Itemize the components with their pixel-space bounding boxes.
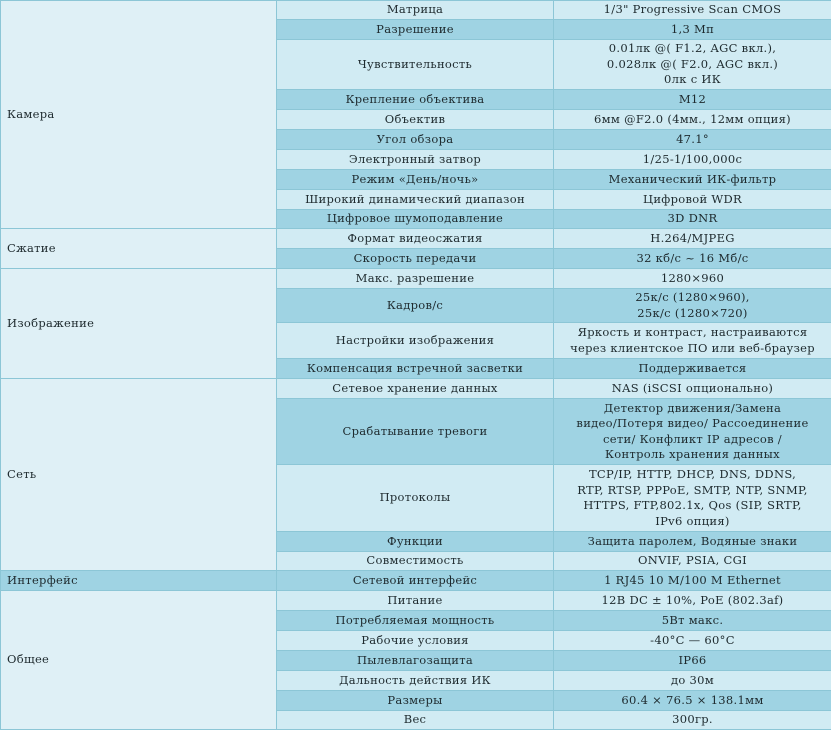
value-line: ONVIF, PSIA, CGI [638, 553, 747, 568]
parameter-cell: Широкий динамический диапазон [277, 190, 554, 210]
parameter-cell: Скорость передачи [277, 249, 554, 269]
parameter-cell: Потребляемая мощность [277, 611, 554, 631]
category-cell: Сеть [1, 379, 277, 571]
value-line: Механический ИК-фильтр [608, 171, 777, 186]
parameter-cell: Матрица [277, 1, 554, 20]
value-cell [554, 532, 831, 552]
value-cell [554, 671, 831, 691]
value-line: 25к/с (1280×960), [635, 290, 750, 304]
value-cell [554, 170, 831, 190]
parameter-cell: Формат видеосжатия [277, 229, 554, 249]
value-line: Защита паролем, Водяные знаки [587, 533, 798, 548]
parameter-cell: Размеры [277, 691, 554, 711]
value-line: 0.028лк @( F2.0, AGC вкл.) [606, 56, 779, 71]
value-line: Контроль хранения данных [605, 447, 780, 461]
value-line: 1/25-1/100,000с [642, 151, 743, 166]
parameter-cell: Функции [277, 532, 554, 552]
value-line: 6мм @F2.0 (4мм., 12мм опция) [594, 111, 791, 126]
value-line: Поддерживается [638, 360, 747, 375]
value-cell [554, 711, 831, 730]
value-cell [554, 591, 831, 611]
value-cell [554, 20, 831, 40]
value-line: 1/3" Progressive Scan CMOS [603, 2, 782, 17]
parameter-cell: Кадров/с [277, 289, 554, 323]
value-line: Детектор движения/Замена [603, 400, 782, 415]
value-cell [554, 631, 831, 651]
value-cell [554, 552, 831, 571]
value-line: HTTPS, FTP,802.1x, Qos (SIP, SRTP, [583, 498, 802, 512]
category-cell: Сжатие [1, 229, 277, 269]
value-line: 5Вт макс. [661, 612, 724, 627]
parameter-cell: Протоколы [277, 465, 554, 532]
value-cell [554, 323, 831, 359]
value-line: RTP, RTSP, PPPoE, SMTP, NTP, SNMP, [577, 482, 808, 497]
parameter-cell: Угол обзора [277, 130, 554, 150]
value-cell [554, 289, 831, 323]
parameter-cell: Настройки изображения [277, 323, 554, 359]
value-line: 1,3 Мп [670, 21, 715, 36]
value-cell [554, 465, 831, 532]
table-row [1, 571, 831, 591]
value-cell [554, 40, 831, 90]
parameter-cell: Цифровое шумоподавление [277, 210, 554, 229]
value-cell [554, 691, 831, 711]
value-cell [554, 611, 831, 631]
value-line: 60.4 × 76.5 × 138.1мм [621, 692, 764, 707]
parameter-cell: Режим «День/ночь» [277, 170, 554, 190]
category-cell: Камера [1, 1, 277, 229]
parameter-cell: Сетевой интерфейс [277, 571, 554, 591]
value-line: -40°C — 60°C [650, 632, 735, 647]
value-line: Яркость и контраст, настраиваются [577, 325, 808, 339]
category-cell: Общее [1, 591, 277, 730]
value-cell [554, 379, 831, 399]
parameter-cell: Вес [277, 711, 554, 730]
value-cell [554, 210, 831, 229]
table-row [1, 591, 831, 611]
value-cell [554, 130, 831, 150]
value-line: IP66 [678, 652, 707, 667]
value-line: 32 кб/с ~ 16 Мб/с [636, 250, 749, 265]
parameter-cell: Срабатывание тревоги [277, 399, 554, 465]
value-line: NAS (iSCSI опционально) [611, 380, 774, 395]
parameter-cell: Электронный затвор [277, 150, 554, 170]
value-cell [554, 1, 831, 20]
value-cell [554, 269, 831, 289]
value-line: Цифровой WDR [643, 191, 742, 206]
value-line: H.264/MJPEG [650, 230, 735, 245]
value-cell [554, 229, 831, 249]
value-line: сети/ Конфликт IP адресов / [603, 431, 782, 446]
parameter-cell: Чувствительность [277, 40, 554, 90]
value-line: 3D DNR [667, 211, 718, 226]
value-line: M12 [678, 91, 707, 106]
value-cell [554, 359, 831, 379]
value-line: TCP/IP, HTTP, DHCP, DNS, DDNS, [588, 467, 797, 481]
table-row [1, 229, 831, 249]
parameter-cell: Совместимость [277, 552, 554, 571]
value-line: 0лк с ИК [664, 72, 721, 87]
value-cell [554, 150, 831, 170]
category-cell: Интерфейс [1, 571, 277, 591]
parameter-cell: Дальность действия ИК [277, 671, 554, 691]
parameter-cell: Макс. разрешение [277, 269, 554, 289]
parameter-cell: Питание [277, 591, 554, 611]
value-line: IPv6 опция) [655, 513, 730, 528]
table-row [1, 269, 831, 289]
parameter-cell: Пылевлагозащита [277, 651, 554, 671]
category-cell: Изображение [1, 269, 277, 379]
value-cell [554, 651, 831, 671]
parameter-cell: Компенсация встречной засветки [277, 359, 554, 379]
value-line: 0.01лк @( F1.2, AGC вкл.), [608, 41, 777, 56]
table-row [1, 379, 831, 399]
value-line: видео/Потеря видео/ Рассоединение [576, 416, 809, 430]
value-cell [554, 190, 831, 210]
parameter-cell: Объектив [277, 110, 554, 130]
value-cell [554, 110, 831, 130]
parameter-cell: Рабочие условия [277, 631, 554, 651]
value-cell [554, 90, 831, 110]
value-line: 12В DC ± 10%, PoE (802.3af) [601, 592, 784, 607]
value-line: 300гр. [672, 712, 713, 727]
value-line: до 30м [670, 672, 715, 687]
value-cell [554, 249, 831, 269]
parameter-cell: Разрешение [277, 20, 554, 40]
value-line: 47.1° [676, 131, 709, 146]
value-line: 1280×960 [660, 270, 725, 285]
value-line: через клиентское ПО или веб-браузер [570, 340, 815, 355]
value-cell [554, 399, 831, 465]
parameter-cell: Сетевое хранение данных [277, 379, 554, 399]
value-line: 1 RJ45 10 M/100 M Ethernet [604, 572, 781, 587]
spec-table-body [1, 1, 831, 730]
value-line: 25к/с (1280×720) [637, 305, 748, 320]
table-row [1, 1, 831, 20]
value-cell [554, 571, 831, 591]
parameter-cell: Крепление объектива [277, 90, 554, 110]
